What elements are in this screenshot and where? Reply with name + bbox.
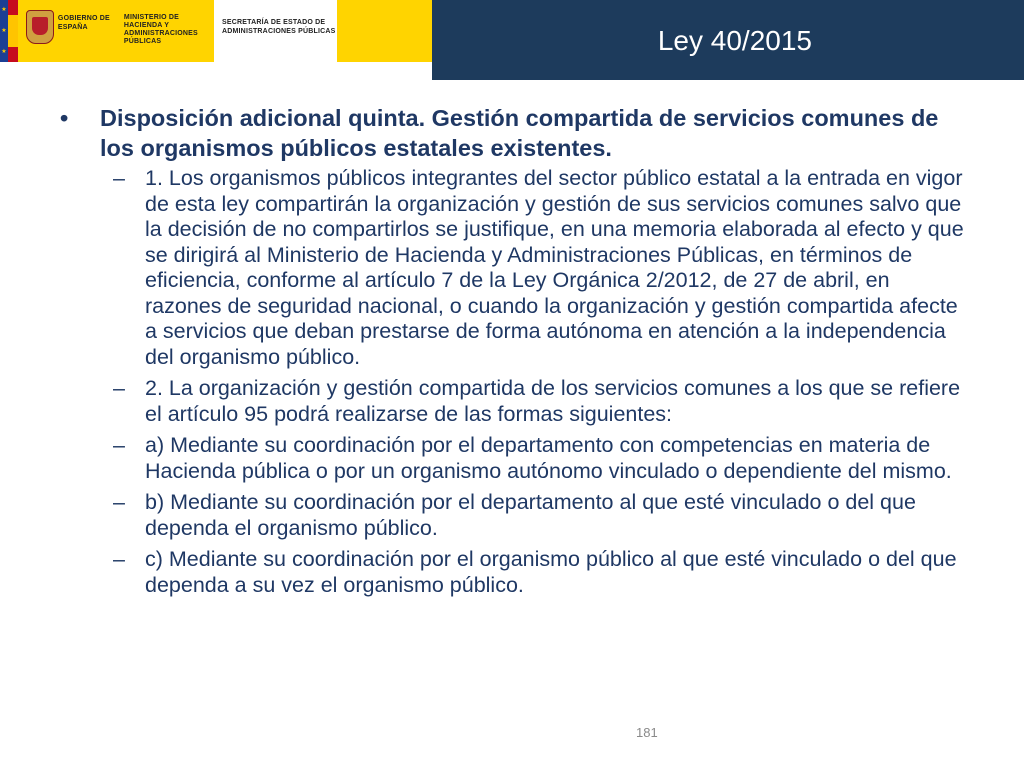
bullet-heading: Disposición adicional quinta. Gestión compartida de servicios comunes de los organismos públicos estatales existentes.: [100, 105, 939, 161]
list-item: [113, 166, 968, 370]
dash-marker: –: [113, 376, 125, 400]
spain-flag-icon: [8, 0, 18, 62]
page-number: 181: [636, 725, 658, 740]
sub-bullet-list: [113, 166, 968, 598]
government-logo: [0, 0, 432, 62]
gobierno-logo-block: [18, 0, 214, 62]
dash-marker: –: [113, 166, 125, 190]
header-band: [0, 0, 1024, 78]
list-item-text: b) Mediante su coordinación por el departamento al que esté vinculado o del que dependa el organismo público.: [145, 490, 916, 540]
secretaria-label: SECRETARÍA DE ESTADO DE ADMINISTRACIONES PÚBLICAS: [222, 19, 336, 35]
dash-marker: –: [113, 547, 125, 571]
dash-marker: –: [113, 433, 125, 457]
list-item: [113, 376, 968, 427]
dash-marker: –: [113, 490, 125, 514]
list-item: [113, 490, 968, 541]
title-box: [432, 0, 1024, 80]
bullet-marker: •: [60, 105, 69, 131]
slide-content: [58, 103, 968, 604]
list-item-text: a) Mediante su coordinación por el departamento con competencias en materia de Hacienda pública o por un organismo autónomo vinculado o dependiente del mismo.: [145, 433, 952, 483]
gobierno-label: GOBIERNO DE ESPAÑA: [57, 15, 110, 31]
main-bullet: [58, 103, 968, 163]
list-item-text: c) Mediante su coordinación por el organismo público al que esté vinculado o del que dependa a su vez el organismo público.: [145, 547, 957, 597]
ministerio-label: MINISTERIO DE HACIENDA Y ADMINISTRACIONES PÚBLICAS: [123, 14, 198, 45]
logo-yellow-block: [337, 0, 432, 62]
list-item-text: 1. Los organismos públicos integrantes del sector público estatal a la entrada en vigor de esta ley compartirán la organización y gestión de sus servicios comunes salvo que la decisión de no compartirlos se justifique, en una memoria elaborada al efecto y que se dirigirá al Ministerio de Hacienda y Administraciones Públicas, en términos de eficiencia, conforme al artículo 7 de la Ley Orgánica 2/2012, de 27 de abril, en razones de seguridad nacional, o cuando la organización y gestión compartida afecte a servicios que deban prestarse de forma autónoma en atención a la independencia del organismo público.: [145, 166, 964, 369]
list-item: [113, 547, 968, 598]
list-item-text: 2. La organización y gestión compartida de los servicios comunes a los que se refiere el artículo 95 podrá realizarse de las formas siguientes:: [145, 376, 961, 426]
slide-title: Ley 40/2015: [657, 25, 812, 56]
coat-of-arms-icon: [26, 10, 54, 44]
list-item: [113, 433, 968, 484]
secretaria-logo-block: [216, 0, 335, 62]
eu-flag-icon: ★ ★ ★: [0, 0, 8, 62]
